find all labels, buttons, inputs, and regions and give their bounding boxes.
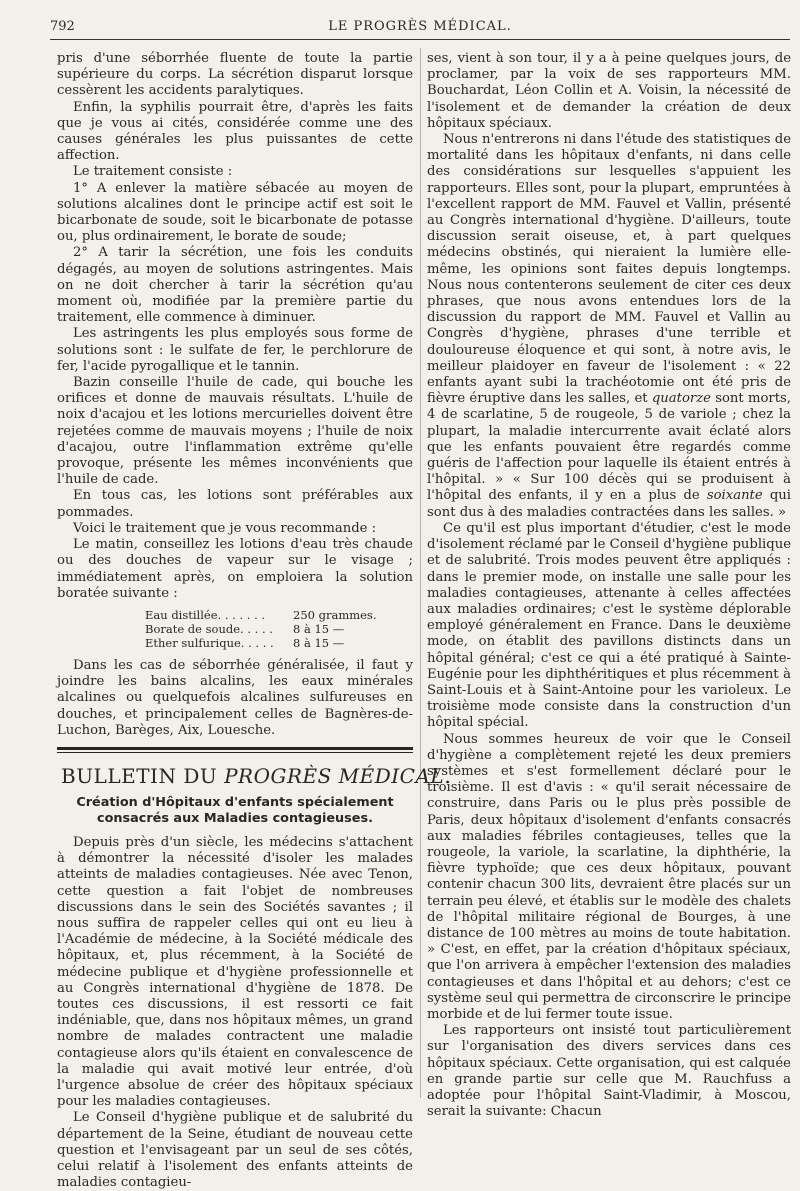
- bulletin-heading: [61, 763, 452, 789]
- paragraph: Nous sommes heureux de voir que le Conseil d'hygiène a complètement rejeté les deux premiers systèmes et s'est formellement déclaré pour le troisième. Il est d'avis : « qu'il serait nécessaire de construire, dans Paris ou le plus près possible de Paris, deux hôpitaux d'isolement d'enfants consacrés aux maladies fébriles contagieuses, telles que la rougeole, la variole, la scarlatine, la diphthérie, la fièvre typhoïde; que ces deux hôpitaux, pouvant contenir chacun 300 lits, devraient être placés sur un terrain peu élevé, et établis sur le modèle des chalets de l'hôpital militaire régional de Bourges, à une distance de 100 mètres au moins de toute habitation. » C'est, en effet, par la création d'hôpitaux spéciaux, que l'on arrivera à empêcher l'extension des maladies contagieuses et dans l'hôpital et au dehors; c'est ce système seul qui permettra de circonscrire le principe morbide et de lui fermer toute issue.: [427, 731, 791, 1022]
- formula-quantity: 250 grammes.: [293, 607, 377, 622]
- section-rule: [57, 747, 413, 750]
- text-run: qui sont dus à des maladies contractées dans les salles. »: [427, 488, 791, 520]
- paragraph: pris d'une séborrhée fluente de toute la partie supérieure du corps. La sécrétion disparut lorsque cessèrent les accidents paralytiques.: [57, 51, 413, 99]
- section-rule: [57, 752, 413, 753]
- paragraph: Bazin conseille l'huile de cade, qui bouche les orifices et donne de mauvais résultats. L'huile de noix d'acajou et les lotions mercurielles doivent être rejetées comme de mauvais moyens ; l'huile de noix d'acajou, outre l'inflammation extrême qu'elle provoque, présente les mêmes inconvénients que l'huile de cade.: [57, 375, 413, 488]
- emphasis: quatorze: [651, 391, 711, 407]
- bulletin-heading-text: BULLETIN DU: [61, 763, 225, 788]
- prescription-formula: [145, 608, 385, 650]
- paragraph: Voici le traitement que je vous recommande :: [73, 520, 377, 536]
- formula-quantity: 8 à 15 —: [293, 621, 345, 636]
- paragraph: Dans les cas de séborrhée généralisée, il faut y joindre les bains alcalins, les eaux minérales alcalines ou quelquefois alcalines sulfureuses en douches, et principalement celles de Bagnères-de-Luchon, Barèges, Aix, Louesche.: [57, 657, 413, 738]
- paragraph: Le matin, conseillez les lotions d'eau très chaude ou des douches de vapeur sur le visage ; immédiatement après, on emploiera la solution boratée suivante :: [57, 537, 413, 601]
- paragraph: Les astringents les plus employés sous forme de solutions sont : le sulfate de fer, le perchlorure de fer, l'acide pyrogallique et le tannin.: [57, 326, 413, 374]
- paragraph: En tous cas, les lotions sont préférables aux pommades.: [57, 488, 413, 520]
- page-header: [50, 17, 790, 40]
- bulletin-heading-journal: PROGRÈS MÉDICAL.: [224, 763, 452, 788]
- paragraph: Les rapporteurs ont insisté tout particulièrement sur l'organisation des divers services dans ces hôpitaux spéciaux. Cette organisation, qui est calquée en grande partie sur celle que M. Rauchfuss a adoptée pour l'hôpital Saint-Vladimir, à Moscou, serait la suivante: Chacun: [427, 1023, 791, 1120]
- formula-ingredient: Ether sulfurique. . . . .: [145, 635, 274, 650]
- text-run: Nous n'entrerons ni dans l'étude des statistiques de mortalité dans les hôpitaux d'enfants, ni dans celle des considérations sur lesquelles s'appuient les rapporteurs. Elles sont, pour la plupart, empruntées à l'excellent rapport de MM. Fauvel et Vallin, présenté au Congrès international d'hygiène. D'ailleurs, toute discussion serait oiseuse, et, à part quelques médecins obstinés, qui nieraient la lumière elle-même, les opinions sont faites depuis longtemps. Nous nous contenterons seulement de citer ces deux phrases, que nous avons entendues lors de la discussion du rapport de MM. Fauvel et Vallin au Congrès d'hygiène, phrases d'une terrible et douloureuse éloquence et qui sont, à notre avis, le meilleur plaidoyer en faveur de l'isolement : « 22 enfants ayant subi la trachéotomie ont été pris de fièvre éruptive dans les salles, et: [427, 132, 791, 407]
- page-number: 792: [50, 19, 75, 34]
- article-title: Création d'Hôpitaux d'enfants spécialement consacrés aux Maladies contagieuses.: [76, 794, 394, 826]
- right-column: [427, 51, 791, 1120]
- formula-quantity: 8 à 15 —: [293, 635, 345, 650]
- formula-row: [145, 622, 385, 636]
- formula-row: [145, 608, 385, 622]
- paragraph: [427, 132, 791, 521]
- emphasis: soixante: [706, 488, 763, 504]
- running-title: LE PROGRÈS MÉDICAL.: [328, 19, 512, 34]
- formula-ingredient: Borate de soude. . . . .: [145, 621, 273, 636]
- text-run: sont morts, 4 de scarlatine, 5 de rougeole, 5 de variole ; chez la plupart, la maladie intercurrente avait éclaté alors que les enfants pouvaient être regardés comme guéris de l'affection pour laquelle ils étaient entrés à l'hôpital. » « Sur 100 décès qui se produisent à l'hôpital des enfants, il y en a plus de: [427, 391, 791, 504]
- paragraph: Ce qu'il est plus important d'étudier, c'est le mode d'isolement réclamé par le Conseil d'hygiène publique et de salubrité. Trois modes peuvent être appliqués : dans le premier mode, on installe une salle pour les maladies contagieuses, attenante à celles affectées aux maladies ordinaires; c'est le système déplorable employé généralement en France. Dans le deuxième mode, on établit des pavillons distincts dans un hôpital général; c'est ce qui a été pratiqué à Sainte-Eugénie pour les diphthéritiques et plus récemment à Saint-Louis et à Saint-Antoine pour les varioleux. Le troisième mode consiste dans la construction d'un hôpital spécial.: [427, 520, 791, 731]
- formula-row: [145, 636, 385, 650]
- paragraph: Le Conseil d'hygiène publique et de salubrité du département de la Seine, étudiant de nouveau cette question et l'envisageant par un seul de ses côtés, celui relatif à l'isolement des enfants atteints de maladies contagieu-: [57, 1110, 413, 1191]
- paragraph: Le traitement consiste :: [73, 164, 233, 180]
- paragraph: Enfin, la syphilis pourrait être, d'après les faits que je vous ai cités, considérée comme une des causes générales les plus puissantes de cette affection.: [57, 99, 413, 164]
- formula-ingredient: Eau distillée. . . . . . .: [145, 607, 266, 622]
- paragraph: 1° A enlever la matière sébacée au moyen de solutions alcalines dont le principe actif est soit le bicarbonate de soude, soit le bicarbonate de potasse ou, plus ordinairement, le borate de soude;: [57, 180, 413, 245]
- left-column: [57, 51, 452, 1191]
- paragraph: ses, vient à son tour, il y a à peine quelques jours, de proclamer, par la voix de ses rapporteurs MM. Bouchardat, Léon Collin et A. Voisin, la nécessité de l'isolement et de demander la création de deux hôpitaux spéciaux.: [427, 51, 791, 131]
- paragraph: Depuis près d'un siècle, les médecins s'attachent à démontrer la nécessité d'isoler les malades atteints de maladies contagieuses. Née avec Tenon, cette question a fait l'objet de nombreuses discussions dans le sein des Sociétés savantes ; il nous suffira de rappeler celles qui ont eu lieu à l'Académie de médecine, à la Société médicale des hôpitaux, et, plus récemment, à la Société de médecine publique et d'hygiène professionnelle et au Congrès international d'hygiène de 1878. De toutes ces discussions, il est ressorti ce fait indéniable, que, dans nos hôpitaux mêmes, un grand nombre de malades contractent une maladie contagieuse alors qu'ils étaient en convalescence de la maladie qui avait motivé leur entrée, d'où l'urgence absolue de créer des hôpitaux spéciaux pour les maladies contagieuses.: [57, 834, 413, 1110]
- paragraph: 2° A tarir la sécrétion, une fois les conduits dégagés, au moyen de solutions astringentes. Mais on ne doit chercher à tarir la sécrétion qu'au moment où, modifiée par la première partie du traitement, elle commence à diminuer.: [57, 245, 413, 326]
- column-divider: [420, 48, 421, 1098]
